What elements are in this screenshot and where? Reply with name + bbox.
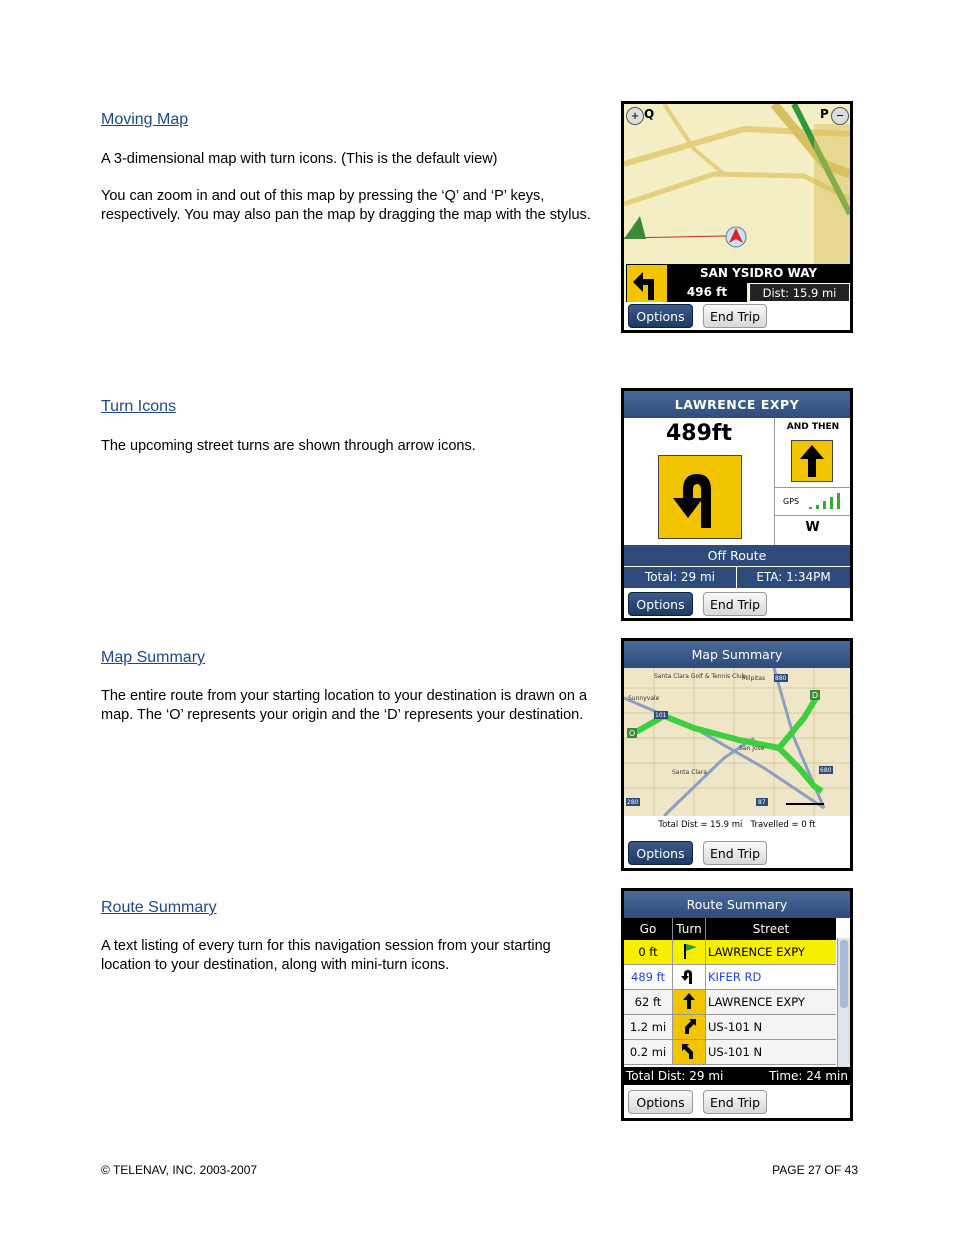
turn-icons-screenshot <box>621 388 853 621</box>
zoom-in-icon[interactable]: + <box>626 107 644 125</box>
eta: ETA: 1:34PM <box>737 567 850 588</box>
section-title-route-summary[interactable]: Route Summary <box>101 899 217 916</box>
u-turn-icon <box>658 455 742 539</box>
col-go: Go <box>624 918 673 940</box>
bear-right-icon <box>673 1015 706 1040</box>
section-title-map-summary[interactable]: Map Summary <box>101 649 206 666</box>
scrollbar-thumb[interactable] <box>840 940 848 1008</box>
end-trip-button[interactable]: End Trip <box>703 592 767 616</box>
route-table <box>624 918 836 1065</box>
map-label-sunnyvale: Sunnyvale <box>628 695 660 702</box>
map-label-golf-club: Santa Clara Golf & Tennis Club <box>654 673 746 680</box>
heading: W <box>805 520 820 535</box>
u-turn-icon <box>673 965 706 990</box>
total-distance: Dist: 15.9 mi <box>749 283 850 302</box>
map-label-milpitas: Milpitas <box>742 675 766 682</box>
options-button[interactable]: Options <box>628 592 693 616</box>
origin-label: O <box>628 729 636 738</box>
gps-signal-icon <box>807 491 847 511</box>
end-trip-button[interactable]: End Trip <box>703 1090 767 1114</box>
gps-label: GPS <box>783 497 800 506</box>
zoom-in-key: Q <box>644 107 655 121</box>
moving-map-view[interactable] <box>624 104 850 264</box>
table-row[interactable]: 0.2 mi US-101 N <box>624 1040 836 1065</box>
hwy-280: 280 <box>627 799 639 806</box>
col-turn: Turn <box>673 918 706 940</box>
route-summary-desc: A text listing of every turn for this navigation session from your starting location to your destination, along with mini-turn icons. <box>101 938 551 973</box>
map-summary-header: Map Summary <box>624 641 850 668</box>
bear-left-icon <box>673 1040 706 1065</box>
route-summary-screenshot <box>621 888 853 1121</box>
route-totals <box>624 1067 850 1085</box>
hwy-880: 880 <box>775 675 787 682</box>
zoom-out-key: P <box>820 107 829 121</box>
table-row[interactable]: 489 ft KIFER RD <box>624 965 836 990</box>
page-number: PAGE 27 OF 43 <box>772 1163 858 1177</box>
route-map[interactable] <box>624 668 850 816</box>
total-distance: Total: 29 mi <box>624 567 736 588</box>
options-button[interactable]: Options <box>628 304 693 328</box>
section-title-moving-map[interactable]: Moving Map <box>101 111 189 128</box>
col-street: Street <box>706 918 837 940</box>
map-summary-footer: Total Dist = 15.9 mi Travelled = 0 ft <box>658 820 816 830</box>
section-title-turn-icons[interactable]: Turn Icons <box>101 398 176 415</box>
route-time: Time: 24 min <box>769 1069 848 1083</box>
hwy-101: 101 <box>655 712 667 719</box>
turn-left-icon <box>626 264 668 304</box>
end-trip-button[interactable]: End Trip <box>703 304 767 328</box>
route-summary-header: Route Summary <box>624 891 850 918</box>
table-row[interactable]: 1.2 mi US-101 N <box>624 1015 836 1040</box>
table-row[interactable]: 62 ft LAWRENCE EXPY <box>624 990 836 1015</box>
moving-map-screenshot <box>621 101 853 333</box>
destination-label: D <box>811 691 819 700</box>
copyright: © TELENAV, INC. 2003-2007 <box>101 1163 258 1177</box>
and-then-label: AND THEN <box>786 422 840 432</box>
end-trip-button[interactable]: End Trip <box>703 841 767 865</box>
route-total-dist: Total Dist: 29 mi <box>626 1069 724 1083</box>
route-scrollbar[interactable] <box>837 938 850 1067</box>
next-distance: 496 ft <box>667 283 747 302</box>
options-button[interactable]: Options <box>628 1090 693 1114</box>
moving-map-desc-1: A 3-dimensional map with turn icons. (This is the default view) <box>101 151 498 167</box>
turn-distance: 489ft <box>665 421 732 446</box>
zoom-out-icon[interactable]: − <box>831 107 849 125</box>
route-status: Off Route <box>624 545 850 566</box>
hwy-680: 680 <box>820 767 832 774</box>
map-label-santa-clara: Santa Clara <box>672 769 707 776</box>
moving-map-desc-2: You can zoom in and out of this map by pressing the ‘Q’ and ‘P’ keys, respectively. You may also pan the map by dragging the map with the stylus. <box>101 188 591 223</box>
turn-street-header: LAWRENCE EXPY <box>624 391 850 418</box>
map-summary-screenshot <box>621 638 853 871</box>
map-summary-desc: The entire route from your starting location to your destination is drawn on a map. The ‘O’ represents your origin and the ‘D’ represents your destination. <box>101 688 588 723</box>
hwy-87: 87 <box>758 799 766 806</box>
options-button[interactable]: Options <box>628 841 693 865</box>
table-row[interactable]: 0 ft LAWRENCE EXPY <box>624 940 836 965</box>
turn-icons-desc: The upcoming street turns are shown through arrow icons. <box>101 438 476 454</box>
map-label-san-jose: San Jose <box>739 745 765 752</box>
straight-arrow-icon <box>673 990 706 1015</box>
street-name: SAN YSIDRO WAY <box>667 264 850 283</box>
flag-icon <box>673 940 706 965</box>
straight-arrow-icon <box>791 440 833 482</box>
